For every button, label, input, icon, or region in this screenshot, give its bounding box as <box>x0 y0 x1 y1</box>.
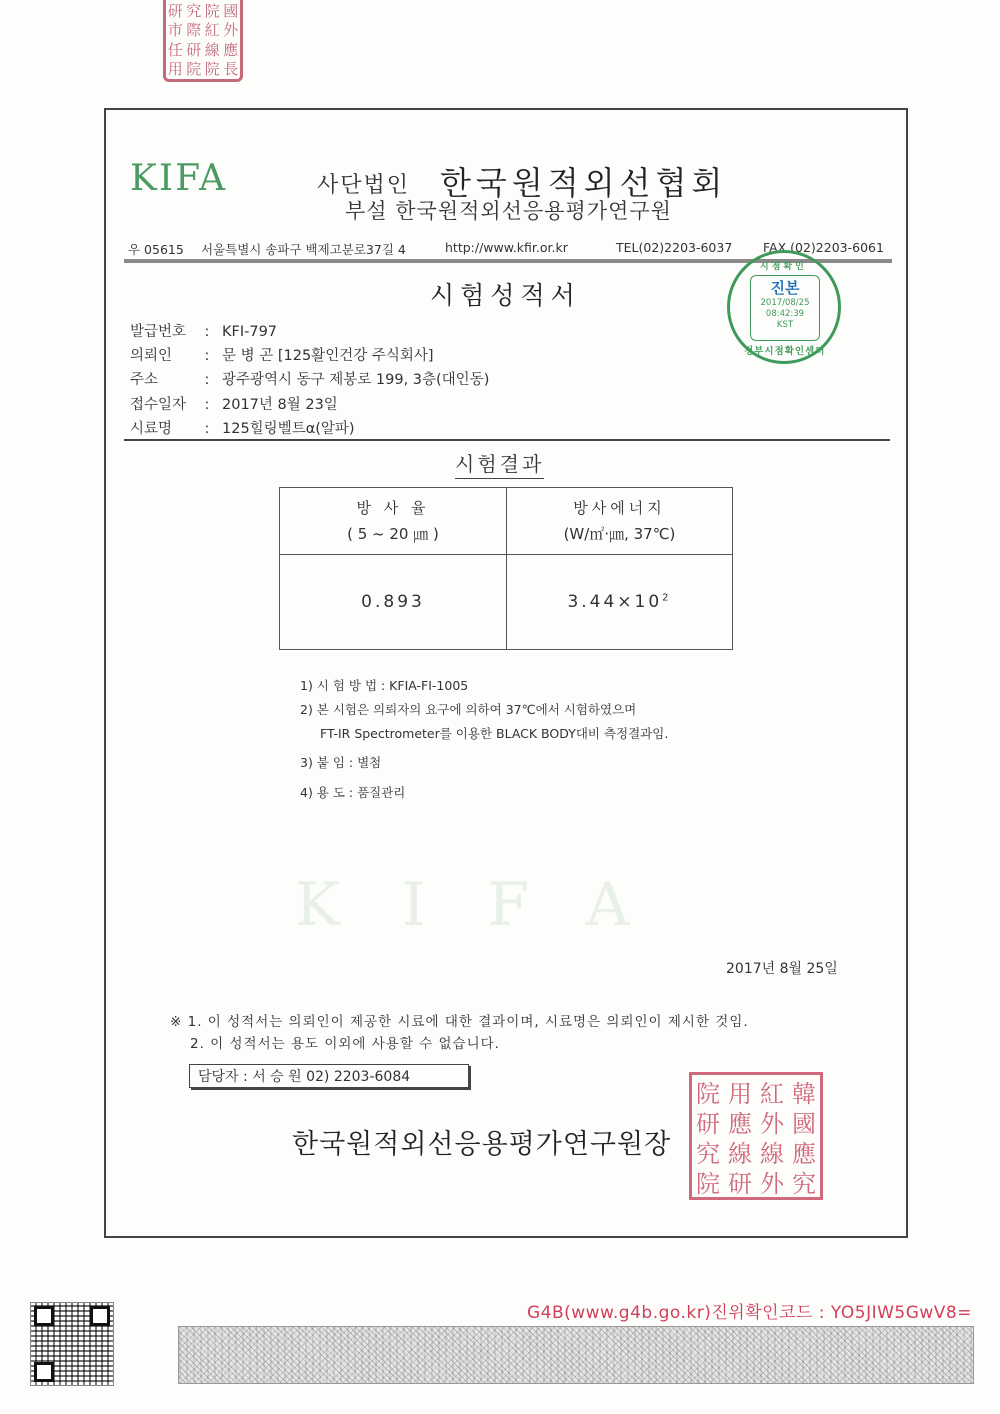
note-item: 3) 붙 임 : 별첨 <box>300 755 382 770</box>
seal-glyph: 應 <box>792 1140 816 1168</box>
results-table <box>279 487 733 650</box>
org-prefix: 사단법인 <box>317 173 411 198</box>
issuer-name: 한국원적외선응용평가연구원장 <box>292 1129 672 1160</box>
seal-glyph: 院 <box>696 1170 720 1198</box>
seal-glyph: 院 <box>696 1080 720 1108</box>
disclaimer-line: ※ 1. 이 성적서는 의뢰인이 제공한 시료에 대한 결과이며, 시료명은 의뢰인이 제시한 것임. <box>170 1014 749 1030</box>
info-label: 시료명 <box>130 420 173 437</box>
emissivity-header-unit: ( 5 ~ 20 ㎛ ) <box>347 525 439 543</box>
stamp-timezone: KST <box>776 320 794 330</box>
energy-header-label: 방사에너지 <box>573 499 666 517</box>
seal-glyph: 外 <box>760 1170 784 1198</box>
results-header-row <box>280 488 733 555</box>
seal-glyph: 院 <box>186 59 202 78</box>
verification-code: G4B(www.g4b.go.kr)진위확인코드 : YO5JIW5GwV8= <box>526 1303 972 1323</box>
seal-glyph: 外 <box>760 1110 784 1138</box>
fax: FAX (02)2203-6061 <box>763 240 884 255</box>
seal-glyph: 國 <box>223 2 239 20</box>
info-block <box>130 320 489 441</box>
postal-code: 우 05615 <box>128 242 184 257</box>
results-title: 시험결과 <box>455 448 544 479</box>
tel: TEL(02)2203-6037 <box>616 240 733 255</box>
seal-glyph: 任 <box>167 40 183 59</box>
info-row: 주소 : 광주광역시 동구 제봉로 199, 3층(대인동) <box>130 368 489 392</box>
seal-glyph: 應 <box>223 40 239 59</box>
seal-glyph: 韓 <box>792 1080 816 1108</box>
stamp-time: 08:42:39 <box>765 309 805 319</box>
emissivity-header-label: 방 사 율 <box>356 499 430 517</box>
org-name: 한국원적외선협회 <box>440 164 728 202</box>
authentication-stamp <box>727 250 841 364</box>
kifa-watermark: KIFA <box>295 870 692 940</box>
energy-header <box>507 488 733 555</box>
stamp-main-text: 진본 <box>770 279 800 297</box>
seal-glyph: 研 <box>696 1110 720 1138</box>
address: 서울특별시 송파구 백제고분로37길 4 <box>201 242 406 257</box>
seal-glyph: 院 <box>204 2 220 20</box>
website-link: http://www.kfir.or.kr <box>445 240 568 255</box>
note-item: FT-IR Spectrometer를 이용한 BLACK BODY대비 측정결과임. <box>320 726 669 741</box>
results-value-row <box>280 555 733 650</box>
issue-date: 2017년 8월 25일 <box>726 961 838 977</box>
seal-glyph: 用 <box>728 1080 752 1108</box>
info-value: 광주광역시 동구 제봉로 199, 3층(대인동) <box>222 372 490 389</box>
org-subtitle: 부설 한국원적외선응용평가연구원 <box>345 199 672 223</box>
contact-person-box: 담당자 : 서 승 원 02) 2203-6084 <box>189 1064 469 1088</box>
info-value: 문 병 곤 [125활인건강 주식회사] <box>222 348 434 365</box>
info-label: 접수일자 <box>130 396 187 413</box>
note-item: 1) 시 험 방 법 : KFIA-FI-1005 <box>300 678 469 693</box>
seal-glyph: 究 <box>696 1140 720 1168</box>
seal-glyph: 研 <box>728 1170 752 1198</box>
info-value: KFI-797 <box>222 324 278 340</box>
info-row: 발급번호 : KFI-797 <box>130 320 489 344</box>
kifa-logo: KIFA <box>130 158 227 199</box>
seal-glyph: 研 <box>167 2 183 20</box>
energy-value <box>507 555 733 650</box>
energy-mantissa: 3.44×10 <box>567 592 663 612</box>
page-title: 시험성적서 <box>430 281 581 310</box>
info-value: 125힐링벨트α(알파) <box>222 420 355 437</box>
stamp-date: 2017/08/25 <box>760 298 810 308</box>
energy-exponent: 2 <box>662 592 672 604</box>
seal-glyph: 市 <box>167 21 183 40</box>
seal-glyph: 究 <box>792 1170 816 1198</box>
top-seal <box>163 0 243 82</box>
seal-glyph: 線 <box>760 1140 784 1168</box>
seal-glyph: 紅 <box>204 21 220 40</box>
seal-glyph: 研 <box>186 40 202 59</box>
info-label: 의뢰인 <box>130 348 173 365</box>
disclaimer-line: 2. 이 성적서는 용도 이외에 사용할 수 없습니다. <box>190 1036 500 1052</box>
note-item: 4) 용 도 : 품질관리 <box>300 785 406 800</box>
security-barcode-band <box>178 1326 974 1384</box>
seal-glyph: 外 <box>223 21 239 40</box>
info-row: 접수일자 : 2017년 8월 23일 <box>130 393 489 417</box>
stamp-top-text: 시점확인 <box>760 262 807 272</box>
seal-glyph: 長 <box>223 59 239 78</box>
seal-glyph: 用 <box>167 59 183 78</box>
stamp-bottom-text: 정부시점확인센터 <box>744 346 826 357</box>
qr-code-icon[interactable] <box>30 1302 114 1386</box>
info-row: 의뢰인 : 문 병 곤 [125활인건강 주식회사] <box>130 344 489 368</box>
info-value: 2017년 8월 23일 <box>222 396 338 413</box>
info-row: 시료명 : 125힐링벨트α(알파) <box>130 417 489 441</box>
info-label: 발급번호 <box>130 324 187 340</box>
seal-glyph: 線 <box>728 1140 752 1168</box>
info-rule <box>124 439 890 441</box>
seal-glyph: 國 <box>792 1110 816 1138</box>
seal-glyph: 院 <box>204 59 220 78</box>
official-seal <box>689 1072 823 1200</box>
seal-glyph: 究 <box>186 2 202 20</box>
emissivity-header <box>280 488 507 555</box>
seal-glyph: 紅 <box>760 1080 784 1108</box>
seal-glyph: 線 <box>204 40 220 59</box>
energy-header-unit: (W/㎡·㎛, 37℃) <box>563 525 676 543</box>
seal-glyph: 際 <box>186 21 202 40</box>
emissivity-value: 0.893 <box>280 555 507 650</box>
note-item: 2) 본 시험은 의뢰자의 요구에 의하여 37℃에서 시험하였으며 <box>300 702 637 717</box>
seal-glyph: 應 <box>728 1110 752 1138</box>
stamp-inner <box>750 275 820 341</box>
info-label: 주소 <box>130 372 159 389</box>
